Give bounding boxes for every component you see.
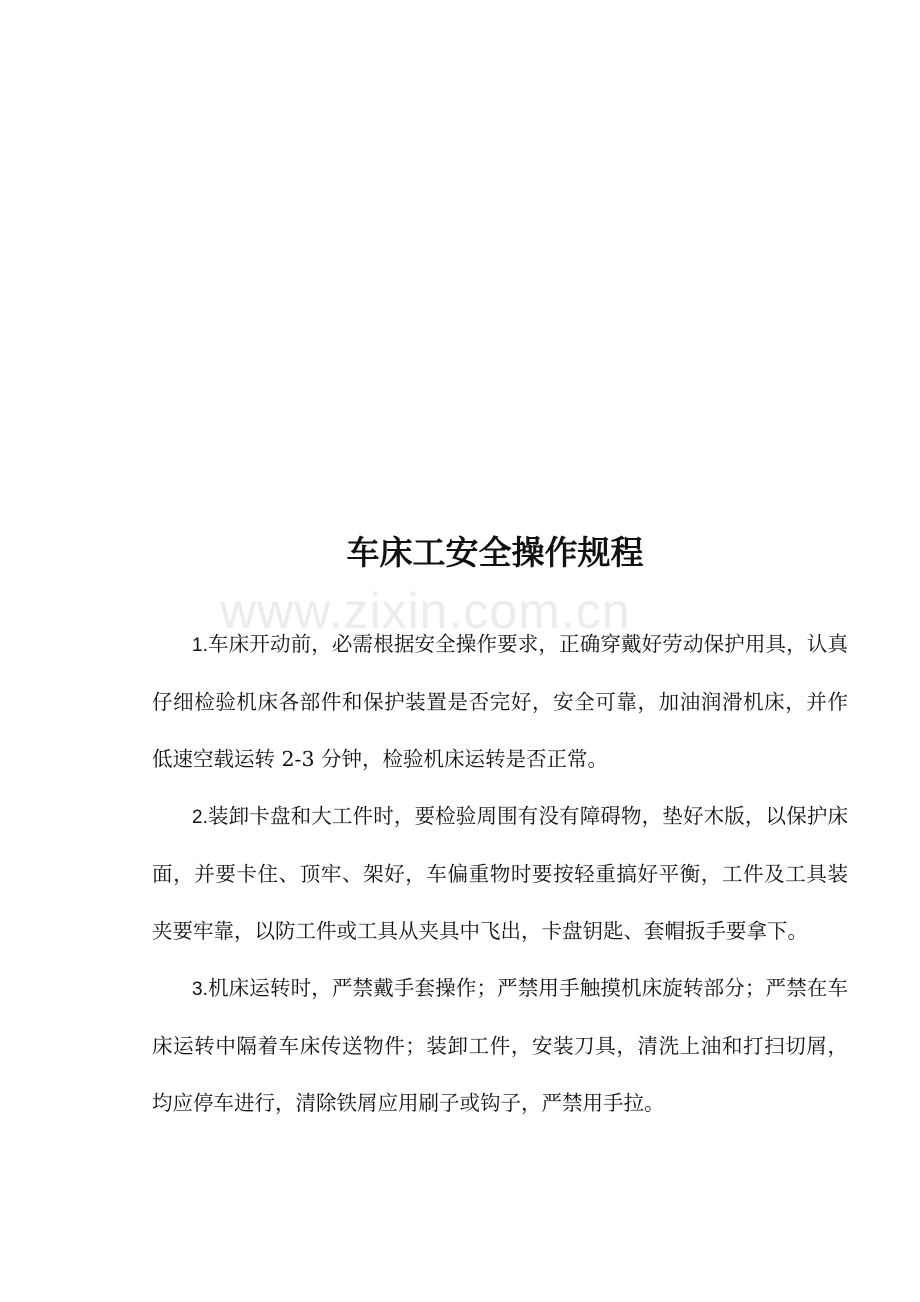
rule-number: 2.: [192, 807, 208, 828]
rule-text: 机床运转时，严禁戴手套操作；严禁用手触摸机床旋转部分；严禁在车床运转中隔着车床传送物件；装卸工件，安装刀具，清洗上油和打扫切屑，均应停车进行，清除铁屑应用刷子或钩子，严禁用手拉。: [152, 976, 848, 1115]
rule-number: 1.: [192, 635, 208, 656]
document-title: 车床工安全操作规程: [346, 533, 644, 573]
rule-item-1: [152, 616, 848, 788]
watermark: www.zixin.com.cn: [220, 583, 631, 639]
rule-number: 3.: [192, 979, 208, 1000]
document-body: [152, 616, 848, 1132]
rule-item-2: [152, 788, 848, 960]
rule-text: 车床开动前，必需根据安全操作要求，正确穿戴好劳动保护用具，认真仔细检验机床各部件和保护装置是否完好，安全可靠，加油润滑机床，并作低速空载运转 2-3 分钟，检验机床运转是否正常。: [152, 632, 848, 771]
rule-item-3: [152, 960, 848, 1132]
rule-text: 装卸卡盘和大工件时，要检验周围有没有障碍物，垫好木版，以保护床面，并要卡住、顶牢、架好，车偏重物时要按轻重搞好平衡，工件及工具装夹要牢靠，以防工件或工具从夹具中飞出，卡盘钥匙、套帽扳手要拿下。: [152, 804, 848, 943]
